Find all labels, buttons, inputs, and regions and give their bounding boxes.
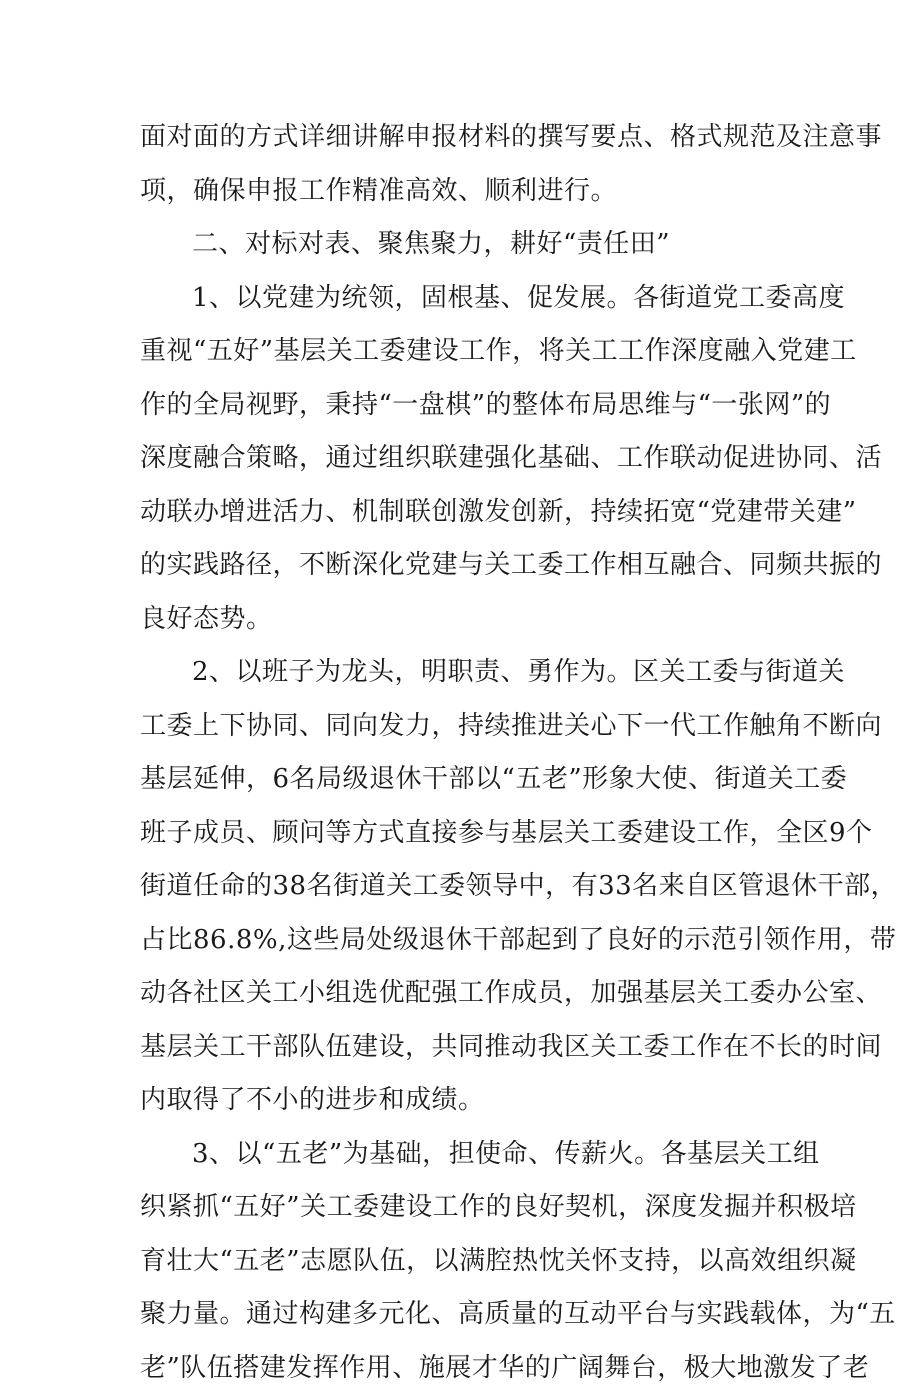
text-line: 作的全局视野，秉持“一盘棋”的整体布局思维与“一张网”的	[140, 379, 785, 433]
text-line: 基层关工干部队伍建设，共同推动我区关工委工作在不长的时间	[140, 1021, 785, 1075]
text-line: 动各社区关工小组选优配强工作成员，加强基层关工委办公室、	[140, 967, 785, 1021]
text-line: 班子成员、顾问等方式直接参与基层关工委建设工作，全区9个	[140, 807, 785, 861]
text-line: 织紧抓“五好”关工委建设工作的良好契机，深度发掘并积极培	[140, 1181, 785, 1235]
text-line: 工委上下协同、同向发力，持续推进关心下一代工作触角不断向	[140, 700, 785, 754]
text-line: 动联办增进活力、机制联创激发创新，持续拓宽“党建带关建”	[140, 486, 785, 540]
document-body	[140, 111, 785, 1395]
text-line: 深度融合策略，通过组织联建强化基础、工作联动促进协同、活	[140, 432, 785, 486]
text-line: 基层延伸，6名局级退休干部以“五老”形象大使、街道关工委	[140, 753, 785, 807]
text-line: 育壮大“五老”志愿队伍，以满腔热忱关怀支持，以高效组织凝	[140, 1235, 785, 1289]
text-line: 老”队伍搭建发挥作用、施展才华的广阔舞台，极大地激发了老	[140, 1342, 785, 1395]
text-line: 重视“五好”基层关工委建设工作，将关工工作深度融入党建工	[140, 325, 785, 379]
text-line: 面对面的方式详细讲解申报材料的撰写要点、格式规范及注意事	[140, 111, 785, 165]
text-line: 内取得了不小的进步和成绩。	[140, 1074, 785, 1128]
text-line: 项，确保申报工作精准高效、顺利进行。	[140, 165, 785, 219]
section-heading: 二、对标对表、聚焦聚力，耕好“责任田”	[140, 218, 785, 272]
text-line: 聚力量。通过构建多元化、高质量的互动平台与实践载体，为“五	[140, 1288, 785, 1342]
text-line: 2、以班子为龙头，明职责、勇作为。区关工委与街道关	[140, 646, 785, 700]
text-line: 街道任命的38名街道关工委领导中，有33名来自区管退休干部，	[140, 860, 785, 914]
text-line: 1、以党建为统领，固根基、促发展。各街道党工委高度	[140, 272, 785, 326]
text-line: 的实践路径，不断深化党建与关工委工作相互融合、同频共振的	[140, 539, 785, 593]
text-line: 良好态势。	[140, 593, 785, 647]
text-line: 占比86.8%,这些局处级退休干部起到了良好的示范引领作用，带	[140, 914, 785, 968]
text-line: 3、以“五老”为基础，担使命、传薪火。各基层关工组	[140, 1128, 785, 1182]
